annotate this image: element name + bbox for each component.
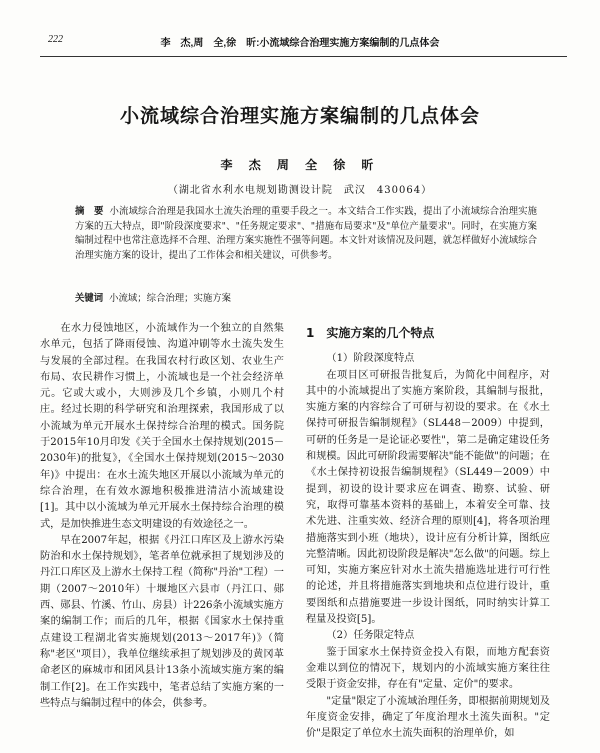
article-affiliation: （湖北省水利水电规划勘测设计院 武汉 430064） bbox=[167, 185, 433, 196]
abstract-label: 摘 要 bbox=[75, 206, 104, 217]
abstract-text: 小流域综合治理是我国水土流失治理的重要手段之一。本文结合工作实践，提出了小流域综合治理实施方案的五大特点，即"阶段深度要求"、"任务规定要求"、"措施布局要求"及"单位产量要求"。同时，在实施方案编制过程中也常注意选择不合理、治理方案实施性不强等问题。本文针对该情况及问题，就怎样做好小流域综合治理实施方案的设计，提出了工作体会和相关建议，可供参考。 bbox=[75, 206, 537, 261]
body-paragraph: 在水力侵蚀地区，小流域作为一个独立的自然集水单元，包括了降雨侵蚀、沟道冲刷等水土流失发生与发展的全部过程。在我国农村行政区划、农业生产布局、农民耕作习惯上，小流域也是一个社会经济单元。它或大或小，大则涉及几个乡镇，小则几个村庄。经过长期的科学研究和治理探索，我国形成了以小流域为单元开展水土保持综合治理的模式。国务院于2015年10月印发《关于全国水土保持规划(2015－2030年)的批复》，《全国水土保持规划(2015～2030年)》中提出：在水土流失地区开展以小流域为单元的综合治理，在有效水源地积极推进清洁小流域建设[1]。其中以小流域为单元开展水土保持综合治理的模式，是加快推进生态文明建设的有效途径之一。 bbox=[40, 323, 284, 530]
section-heading: 1 实施方案的几个特点 bbox=[306, 326, 435, 340]
keywords-label: 关键词 bbox=[75, 293, 104, 304]
keywords-text: 小流域；综合治理；实施方案 bbox=[109, 293, 232, 304]
subsection-heading: （1）阶段深度特点 bbox=[326, 353, 415, 365]
abstract bbox=[75, 205, 537, 263]
running-header bbox=[0, 34, 600, 50]
keywords bbox=[75, 292, 537, 306]
body-paragraph: 早在2007年起，根据《丹江口库区及上游水污染防治和水土保持规划》，笔者单位就承担了规划涉及的丹江口库区及上游水土保持工程（简称"丹治"工程）一期（2007～2010年）十堰地区六县市（丹江口、郧西、郧县、竹溪、竹山、房县）计226条小流域实施方案的编制工作；而后的几年，根据《国家水土保持重点建设工程湖北省实施规划(2013～2017年)》（简称"老区"项目），我单位继续承担了规划涉及的黄冈革命老区的麻城市和团风县计13条小流域实施方案的编制工作[2]。在工作实践中，笔者总结了实施方案的一些特点与编制过程中的体会，供参考。 bbox=[40, 534, 284, 709]
body-paragraph: 鉴于国家水土保持资金投入有限，而地方配套资金难以到位的情况下，规划内的小流域实施方案往往受限于资金安排，存在有"定量、定价"的要求。 bbox=[306, 646, 550, 691]
page-number: 222 bbox=[48, 34, 63, 45]
subsection-heading: （2）任务限定特点 bbox=[326, 630, 415, 642]
header-rule bbox=[40, 56, 567, 57]
body-paragraph: "定量"限定了小流域治理任务，即根据前期规划及年度资金安排，确定了年度治理水土流失面积。"定价"是限定了单位水土流失面积的治理单价，如 bbox=[306, 695, 550, 740]
article-authors: 李 杰 周 全 徐 昕 bbox=[220, 158, 380, 172]
article-title: 小流域综合治理实施方案编制的几点体会 bbox=[119, 105, 480, 127]
left-column bbox=[40, 321, 284, 712]
running-title: 李 杰,周 全,徐 昕:小流域综合治理实施方案编制的几点体会 bbox=[160, 38, 440, 49]
body-paragraph: 在项目区可研报告批复后，为简化中间程序，对其中的小流域提出了实施方案阶段，其编制与报批，实施方案的内容综合了可研与初设的要求。在《水土保持可研报告编制规程》（SL448－2009）中提到，可研的任务是一是论证必要性"，第二是确定建设任务和规模。因此可研阶段需要解决"能不能做"的问题；在《水土保持初设报告编制规程》（SL449－2009）中提到，初设的设计要求应在调查、勘察、试验、研究，取得可靠基本资料的基础上，本着安全可靠、技术先进、注重实效、经济合理的原则[4]，将各项治理措施落实到小班（地块），设计应有分析计算，图纸应完整清晰。因此初设阶段是解决"怎么做"的问题。综上可知，实施方案应针对水土流失措施选址进行可行性的论述，并且将措施落实到地块和点位进行设计，重要图纸和点措施要进一步设计图纸，同时纳实计算工程量及投资[5]。 bbox=[306, 369, 550, 626]
right-column bbox=[306, 321, 550, 742]
